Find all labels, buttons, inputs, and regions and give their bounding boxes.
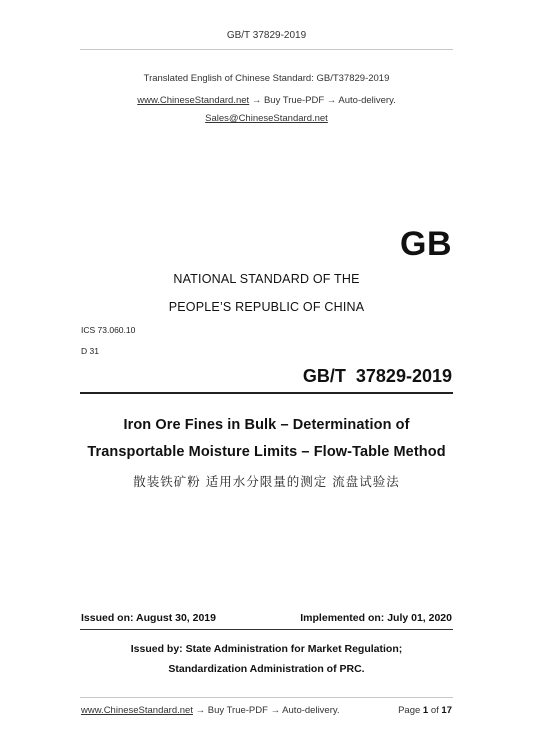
standard-code: GB/T 37829-2019 xyxy=(302,366,452,386)
d-code: D 31 xyxy=(81,346,99,356)
email-line xyxy=(0,113,533,124)
implemented-date: Implemented on: July 01, 2020 xyxy=(300,612,452,624)
footer-buy-text: → Buy True-PDF → Auto-delivery. xyxy=(192,705,340,716)
translation-note: Translated English of Chinese Standard: GB/T37829-2019 xyxy=(143,73,390,84)
buy-text: → Buy True-PDF → Auto-delivery. xyxy=(249,95,396,106)
running-header: GB/T 37829-2019 xyxy=(226,30,307,41)
header-divider xyxy=(80,49,453,50)
code-divider xyxy=(80,392,453,394)
page-label: Page xyxy=(398,705,421,716)
issued-date: Issued on: August 30, 2019 xyxy=(81,612,216,624)
title-line-2: Transportable Moisture Limits – Flow-Table Method xyxy=(87,444,446,460)
dates-divider xyxy=(80,629,453,630)
issued-by-line-2: Standardization Administration of PRC. xyxy=(168,663,365,675)
page-indicator xyxy=(398,705,452,716)
chinese-title: 散装铁矿粉 适用水分限量的测定 流盘试验法 xyxy=(133,474,400,489)
footer-divider xyxy=(80,697,453,698)
footer-purchase-line xyxy=(81,705,340,716)
footer-website-link[interactable]: www.ChineseStandard.net xyxy=(81,705,193,716)
issued-by-line-1: Issued by: State Administration for Market Regulation; xyxy=(130,643,403,655)
email-link[interactable]: Sales@ChineseStandard.net xyxy=(205,113,328,124)
page-of: of xyxy=(430,705,439,716)
website-link[interactable]: www.ChineseStandard.net xyxy=(137,95,250,106)
gb-mark: GB xyxy=(400,225,452,263)
title-line-1: Iron Ore Fines in Bulk – Determination of xyxy=(123,417,410,433)
national-standard-line: NATIONAL STANDARD OF THE xyxy=(173,272,360,286)
page-total: 17 xyxy=(441,705,452,716)
page-current: 1 xyxy=(422,705,429,716)
purchase-line xyxy=(0,95,533,106)
republic-line: PEOPLE’S REPUBLIC OF CHINA xyxy=(168,300,365,314)
ics-code: ICS 73.060.10 xyxy=(81,325,136,335)
